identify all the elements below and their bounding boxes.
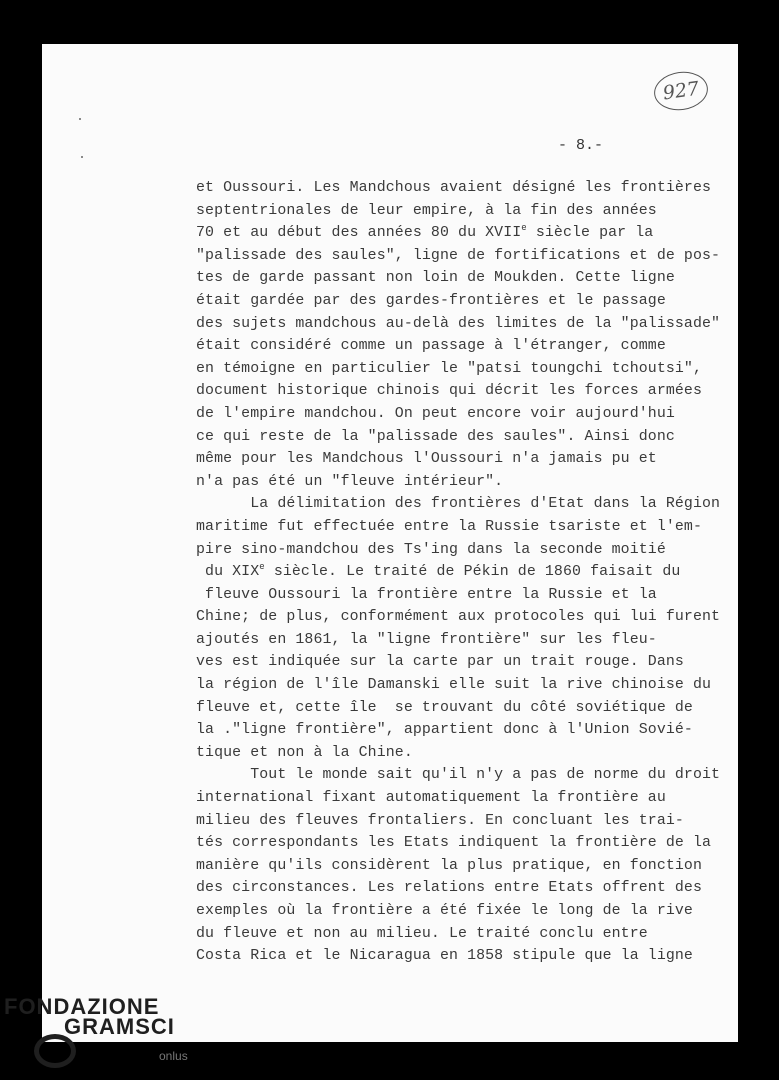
text-line <box>196 426 726 449</box>
text-segment: Chine; de plus, conformément aux protocoles qui lui furent <box>196 609 721 626</box>
text-segment: en témoigne en particulier le "patsi toungchi tchoutsi", <box>196 360 703 377</box>
watermark-line1: FONDAZIONE <box>4 994 160 1019</box>
text-segment: tique et non à la Chine. <box>196 744 413 761</box>
archive-number-text: 927 <box>661 77 701 105</box>
punch-mark <box>81 156 83 158</box>
page-number: - 8.- <box>558 137 604 154</box>
text-line <box>196 380 726 403</box>
text-segment: septentrionales de leur empire, à la fin des années <box>196 202 657 219</box>
text-segment: du XIX <box>196 564 260 581</box>
text-line <box>196 403 726 426</box>
text-segment: exemples où la frontière a été fixée le long de la rive <box>196 903 693 919</box>
text-line <box>196 516 726 539</box>
text-segment: fleuve et, cette île se trouvant du côté soviétique de <box>196 699 693 716</box>
text-line <box>196 471 726 494</box>
text-segment: du fleuve et non au milieu. Le traité conclu entre <box>196 925 648 942</box>
text-segment: même pour les Mandchous l'Oussouri n'a jamais pu et <box>196 451 657 468</box>
text-line <box>196 584 726 607</box>
text-line <box>196 335 726 358</box>
text-segment: de l'empire mandchou. On peut encore voir aujourd'hui <box>196 405 675 422</box>
text-line <box>196 222 726 245</box>
text-line <box>196 448 726 471</box>
text-line <box>196 742 726 765</box>
punch-mark <box>79 118 81 120</box>
text-segment: tes de garde passant non loin de Moukden. Cette ligne <box>196 270 675 287</box>
text-segment: la ."ligne frontière", appartient donc à l'Union Sovié- <box>196 722 693 739</box>
text-line <box>196 539 726 562</box>
text-line <box>196 245 726 268</box>
text-segment: était considéré comme un passage à l'étranger, comme <box>196 338 666 355</box>
text-line <box>196 674 726 697</box>
text-segment: Tout le monde sait qu'il n'y a pas de norme du droit <box>196 767 721 784</box>
text-segment: international fixant automatiquement la frontière au <box>196 790 666 807</box>
foundation-watermark <box>4 994 204 1074</box>
text-line <box>196 787 726 810</box>
text-line <box>196 900 726 923</box>
text-segment: siècle par la <box>526 225 654 242</box>
text-line <box>196 810 726 833</box>
text-segment: siècle. Le traité de Pékin de 1860 faisait du <box>264 564 681 581</box>
text-line <box>196 832 726 855</box>
text-line <box>196 855 726 878</box>
text-segment: des sujets mandchous au-delà des limites de la "palissade" <box>196 315 721 332</box>
text-segment: document historique chinois qui décrit les forces armées <box>196 383 703 400</box>
text-line <box>196 313 726 336</box>
text-segment: était gardée par des gardes-frontières et le passage <box>196 292 666 309</box>
superscript: e <box>259 562 265 573</box>
text-segment: fleuve Oussouri la frontière entre la Russie et la <box>196 586 657 603</box>
text-line <box>196 651 726 674</box>
text-segment: 70 et au début des années 80 du XVII <box>196 225 522 242</box>
text-line <box>196 945 726 968</box>
text-line <box>196 629 726 652</box>
text-segment: Costa Rica et le Nicaragua en 1858 stipule que la ligne <box>196 948 693 965</box>
body-text <box>196 177 726 968</box>
text-segment: "palissade des saules", ligne de fortifications et de pos- <box>196 247 721 264</box>
text-line <box>196 267 726 290</box>
text-segment: ves est indiquée sur la carte par un trait rouge. Dans <box>196 654 684 671</box>
text-line <box>196 764 726 787</box>
text-line <box>196 200 726 223</box>
text-line <box>196 877 726 900</box>
text-segment: manière qu'ils considèrent la plus pratique, en fonction <box>196 857 703 874</box>
watermark-logo-icon <box>34 1034 76 1068</box>
text-segment: n'a pas été un "fleuve intérieur". <box>196 473 504 490</box>
text-segment: et Oussouri. Les Mandchous avaient désigné les frontières <box>196 180 712 196</box>
text-line <box>196 561 726 584</box>
text-segment: tés correspondants les Etats indiquent la frontière de la <box>196 835 712 852</box>
text-line <box>196 177 726 200</box>
text-segment: pire sino-mandchou des Ts'ing dans la seconde moitié <box>196 541 666 558</box>
text-segment: la région de l'île Damanski elle suit la rive chinoise du <box>196 677 712 694</box>
text-segment: maritime fut effectuée entre la Russie tsariste et l'em- <box>196 518 703 535</box>
text-line <box>196 719 726 742</box>
watermark-line2: GRAMSCI <box>64 1014 175 1039</box>
superscript: e <box>521 223 527 234</box>
text-segment: milieu des fleuves frontaliers. En concluant les trai- <box>196 812 684 829</box>
text-line <box>196 493 726 516</box>
text-line <box>196 358 726 381</box>
text-segment: des circonstances. Les relations entre Etats offrent des <box>196 880 703 897</box>
text-segment: La délimitation des frontières d'Etat dans la Région <box>196 496 721 513</box>
text-segment: ajoutés en 1861, la "ligne frontière" sur les fleu- <box>196 631 657 648</box>
watermark-onlus: onlus <box>159 1049 188 1063</box>
text-line <box>196 290 726 313</box>
text-line <box>196 697 726 720</box>
text-line <box>196 923 726 946</box>
text-segment: ce qui reste de la "palissade des saules". Ainsi donc <box>196 428 675 445</box>
document-page <box>42 44 738 1042</box>
text-line <box>196 606 726 629</box>
archive-number-stamp <box>652 68 711 113</box>
